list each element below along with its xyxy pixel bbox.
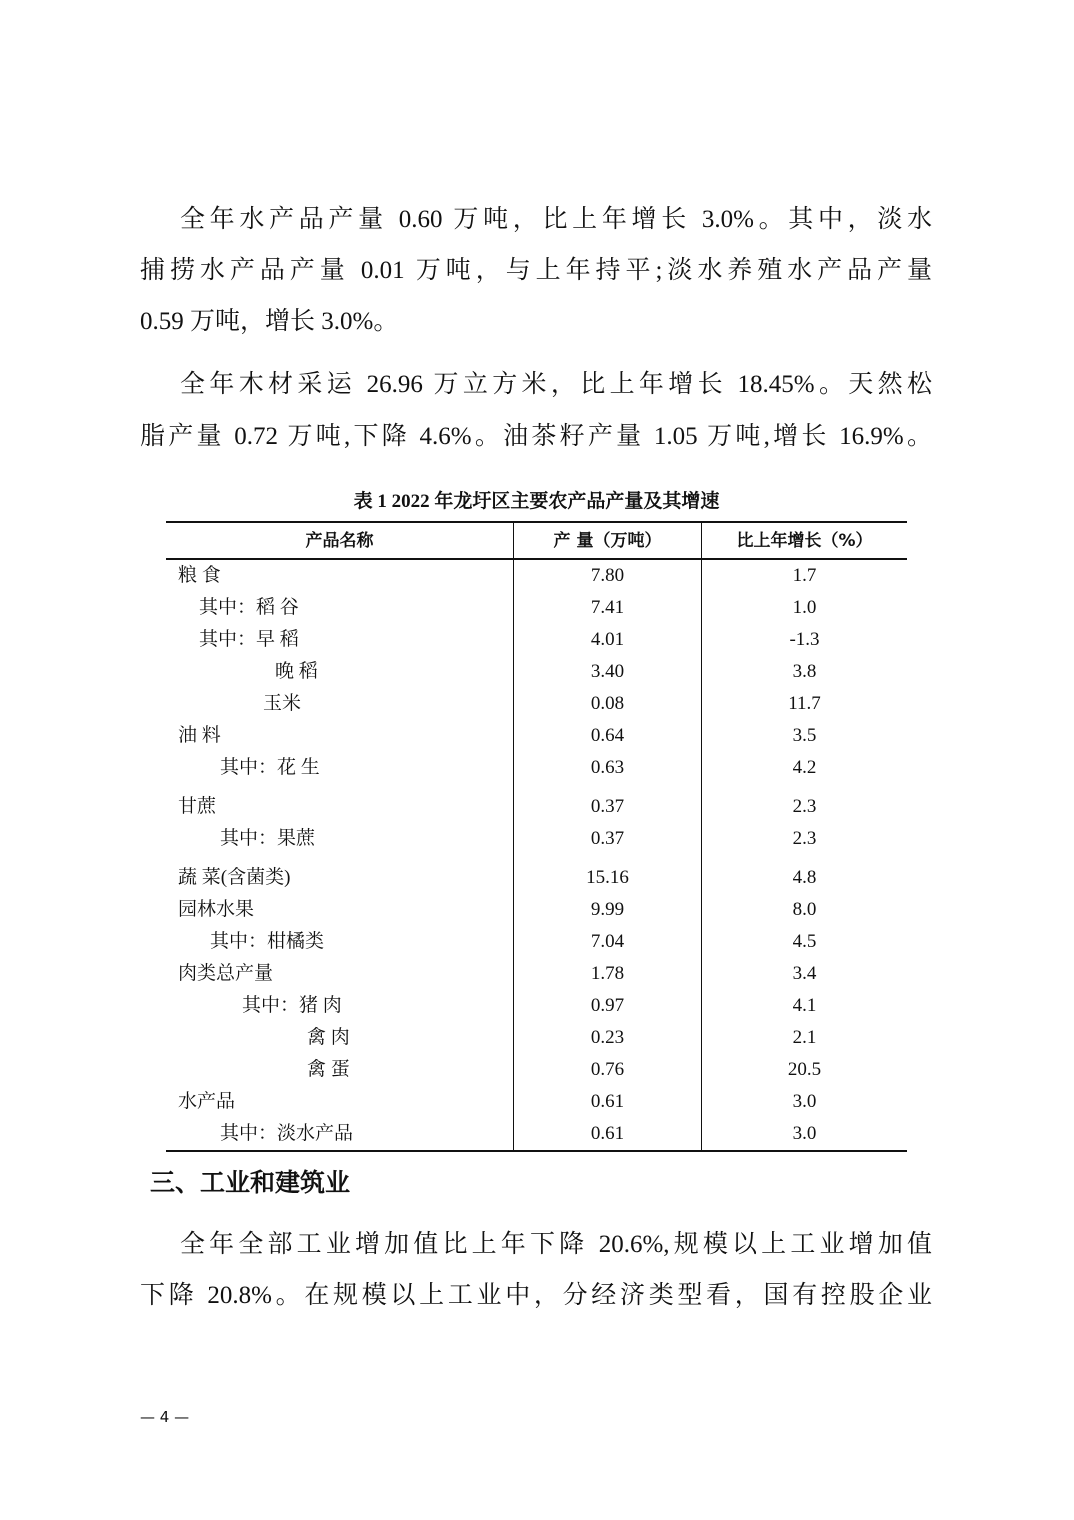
output-value: 0.64 [514, 720, 702, 752]
table-row [166, 926, 907, 958]
output-value: 15.16 [514, 855, 702, 894]
product-name: 晚 稻 [275, 661, 318, 682]
text-line: 全年水产品产量 0.60 万吨，比上年增长 3.0%。其中，淡水 [180, 206, 932, 233]
product-name: 其中：果蔗 [220, 828, 316, 849]
output-value: 1.78 [514, 958, 702, 990]
text-line: 全年全部工业增加值比上年下降 20.6%,规模以上工业增加值 [180, 1231, 932, 1258]
growth-value: 3.0 [702, 1086, 908, 1118]
growth-value: 4.2 [702, 752, 908, 784]
product-name: 粮 食 [178, 565, 221, 586]
growth-value: 3.5 [702, 720, 908, 752]
output-value: 7.41 [514, 592, 702, 624]
output-value: 4.01 [514, 624, 702, 656]
product-name: 园林水果 [178, 899, 255, 920]
product-name: 其中：猪 肉 [242, 995, 342, 1016]
text-line: 0.59 万吨，增长 3.0%。 [140, 308, 399, 335]
growth-value: -1.3 [702, 624, 908, 656]
product-name: 油 料 [178, 725, 221, 746]
table-row [166, 855, 907, 894]
table-row [166, 559, 907, 592]
header-growth: 比上年增长（%） [702, 522, 908, 559]
paragraph-industry [0, 1228, 1074, 1313]
table-and-section [0, 486, 1074, 1313]
table-row [166, 1054, 907, 1086]
growth-value: 11.7 [702, 688, 908, 720]
table-row [166, 592, 907, 624]
growth-value: 2.3 [702, 784, 908, 823]
growth-value: 3.4 [702, 958, 908, 990]
output-value: 3.40 [514, 656, 702, 688]
output-value: 0.97 [514, 990, 702, 1022]
table-caption: 表 1 2022 年龙圩区主要农产品产量及其增速 [353, 491, 720, 512]
growth-value: 4.5 [702, 926, 908, 958]
output-value: 0.23 [514, 1022, 702, 1054]
table-row [166, 688, 907, 720]
table-row [166, 990, 907, 1022]
product-name: 禽 蛋 [307, 1059, 350, 1080]
output-value: 7.80 [514, 559, 702, 592]
table-row [166, 656, 907, 688]
growth-value: 1.0 [702, 592, 908, 624]
text-line: 全年木材采运 26.96 万立方米，比上年增长 18.45%。天然松 [180, 371, 932, 398]
table-row [166, 1118, 907, 1151]
growth-value: 1.7 [702, 559, 908, 592]
growth-value: 8.0 [702, 894, 908, 926]
growth-value: 4.8 [702, 855, 908, 894]
text-line: 捕捞水产品产量 0.01 万吨，与上年持平;淡水养殖水产品产量 [140, 257, 932, 284]
table-row [166, 894, 907, 926]
product-name: 水产品 [178, 1091, 236, 1112]
product-name: 蔬 菜(含菌类) [178, 867, 291, 888]
header-output: 产 量（万吨） [514, 522, 702, 559]
product-name: 其中：早 稻 [199, 629, 299, 650]
page-number: — 4 — [140, 1408, 190, 1426]
product-name: 其中：柑橘类 [210, 931, 325, 952]
text-line: 下降 20.8%。在规模以上工业中，分经济类型看，国有控股企业 [140, 1282, 932, 1309]
section-heading: 三、工业和建筑业 [150, 1168, 351, 1197]
growth-value: 20.5 [702, 1054, 908, 1086]
output-value: 0.08 [514, 688, 702, 720]
table-row [166, 784, 907, 823]
output-value: 0.76 [514, 1054, 702, 1086]
growth-value: 3.8 [702, 656, 908, 688]
product-name: 其中：淡水产品 [166, 1118, 514, 1151]
agri-products-table [166, 521, 907, 1152]
output-value: 9.99 [514, 894, 702, 926]
table-row [166, 624, 907, 656]
table-row [166, 823, 907, 855]
table-row [166, 958, 907, 990]
product-name: 其中：稻 谷 [199, 597, 299, 618]
product-name: 其中：花 生 [220, 757, 320, 778]
output-value: 0.63 [514, 752, 702, 784]
text-line: 脂产量 0.72 万吨,下降 4.6%。油茶籽产量 1.05 万吨,增长 16.9%。 [140, 423, 932, 450]
table-row [166, 752, 907, 784]
growth-value: 4.1 [702, 990, 908, 1022]
growth-value: 3.0 [702, 1118, 908, 1151]
product-name: 肉类总产量 [178, 963, 274, 984]
header-product: 产品名称 [166, 522, 514, 559]
product-name: 甘蔗 [178, 796, 217, 817]
product-name: 禽 肉 [307, 1027, 350, 1048]
output-value: 0.37 [514, 823, 702, 855]
table-row [166, 720, 907, 752]
growth-value: 2.1 [702, 1022, 908, 1054]
product-name: 玉米 [263, 693, 302, 714]
output-value: 7.04 [514, 926, 702, 958]
output-value: 0.37 [514, 784, 702, 823]
growth-value: 2.3 [702, 823, 908, 855]
output-value: 0.61 [514, 1118, 702, 1151]
table-row [166, 1022, 907, 1054]
output-value: 0.61 [514, 1086, 702, 1118]
table-row [166, 1086, 907, 1118]
